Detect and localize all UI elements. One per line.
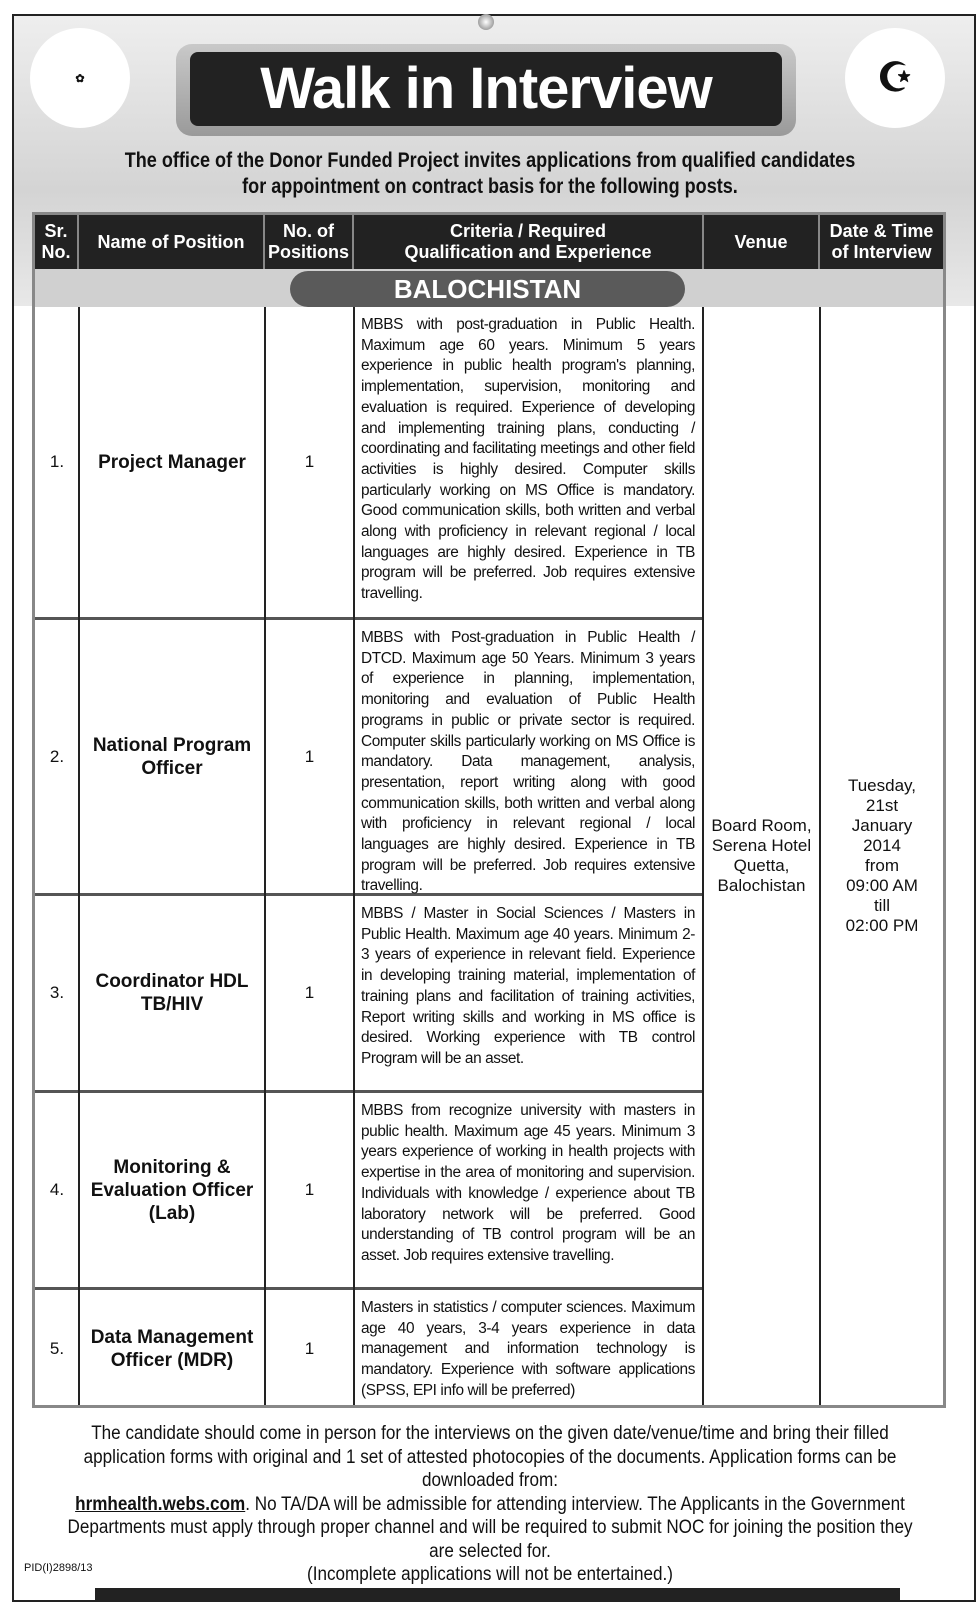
position-name: Project Manager (98, 451, 246, 473)
datetime-line: Tuesday, (847, 776, 917, 795)
datetime-line: 2014 (863, 836, 901, 855)
datetime-line: till (873, 896, 891, 915)
table-row (35, 307, 702, 620)
row-number: 4. (49, 1180, 65, 1199)
divider (264, 307, 266, 1405)
criteria-text: Masters in statistics / computer sciences. Maximum age 40 years, 3-4 years experience in data management and information technology is mandatory. Experience with software applications (SPSS, EPI info will be preferred) (361, 1299, 695, 1399)
position-name: Data Management Officer (MDR) (90, 1327, 254, 1371)
criteria-text: MBBS from recognize university with masters in public health. Maximum age 45 years. Minimum 3 years experience of working in health projects with expertise in the area of monitoring and supervision. Individuals with knowledge / experience about TB laboratory network will be preferred. Good understanding of TB control program will be an asset. Job requires extensive travelling. (361, 1102, 695, 1264)
download-link[interactable]: hrmhealth.webs.com (75, 1493, 246, 1515)
table-header (35, 215, 943, 269)
ornament (478, 14, 494, 30)
table-row (35, 896, 702, 1093)
col-datetime: Date & Time of Interview (829, 221, 934, 262)
page-title: Walk in Interview (190, 52, 782, 126)
col-count: No. of Positions (265, 215, 354, 269)
venue-line: Serena Hotel (711, 836, 812, 855)
table-row (35, 620, 702, 896)
row-number: 3. (49, 983, 65, 1002)
col-venue: Venue (704, 215, 820, 269)
col-criteria: Criteria / Required Qualification and Experience (354, 215, 704, 269)
divider (353, 307, 355, 1405)
table-row (35, 1093, 702, 1290)
criteria-text: MBBS / Master in Social Sciences / Masters in Public Health. Maximum age 40 years. Minimum 2-3 years of experience in relevant field. Experience in developing training material, implementation of training plans and facilitation of training activities, Report writing skills and working in MS office is desired. Working experience with TB control Program will be an asset. (361, 905, 695, 1067)
row-number: 2. (49, 746, 65, 766)
datetime-line: 21st (865, 796, 899, 815)
datetime-line: January (851, 816, 913, 835)
row-number: 1. (49, 452, 65, 471)
datetime-line: from (864, 856, 899, 875)
footer-text: The candidate should come in person for the interviews on the given date/venue/time and bring their filled application forms with original and 1 set of attested photocopies of the documents. Application forms can be downloaded from: hrmhealth.webs.com. No TA/DA will be admissible for attending interview. The Applicants in the Government Departments must apply through proper channel and will be required to submit NOC for joining the position they are selected for. (Incomplete applications will not be entertained.) (67, 1423, 913, 1585)
col-name: Name of Position (79, 215, 265, 269)
divider (78, 307, 80, 1405)
position-name: Coordinator HDL TB/HIV (95, 971, 249, 1015)
bottom-bar (95, 1588, 900, 1600)
position-count: 1 (304, 1180, 315, 1199)
criteria-text: MBBS with Post-graduation in Public Health / DTCD. Maximum age 50 Years. Minimum 3 years of experience in planning, implementation, monitoring and evaluation of Public Health programs in public or private sector is required. Computer skills particularly working on MS Office is mandatory. Data management, analysis, presentation, report writing along with good communication skills, both written and verbal along with proficiency in relevant regional / local languages are highly desired. Experience in TB program will be preferred. Job requires extensive travelling. (361, 629, 695, 895)
position-count: 1 (304, 746, 315, 766)
position-name: Monitoring & Evaluation Officer (Lab) (90, 1156, 254, 1224)
table-row (35, 1290, 702, 1408)
datetime-line: 09:00 AM (846, 876, 918, 895)
intro-text: The office of the Donor Funded Project invites applications from qualified candidates for appointment on contract basis for the following posts. (124, 149, 856, 198)
region-label: BALOCHISTAN (290, 271, 685, 307)
position-count: 1 (304, 983, 315, 1002)
venue-cell (704, 307, 819, 1405)
pakistan-emblem-logo: ☪ (845, 28, 945, 128)
position-name: National Program Officer (92, 734, 252, 779)
row-number: 5. (49, 1339, 65, 1358)
position-count: 1 (304, 452, 315, 471)
col-sr: Sr. No. (35, 215, 79, 269)
venue-line: Board Room, (711, 816, 812, 835)
positions-table (32, 212, 946, 1408)
venue-line: Quetta, (733, 856, 790, 875)
pid-number: PID(I)2898/13 (24, 1562, 93, 1574)
together-logo: ✿ (30, 28, 130, 128)
datetime-cell (821, 307, 943, 1405)
criteria-text: MBBS with post-graduation in Public Health. Maximum age 60 years. Minimum 5 years experience in public health program's planning, implementation, supervision, monitoring and evaluation is required. Experience of developing and implementing training plans, conducting / coordinating and facilitating meetings and other field activities is highly desired. Computer skills particularly working on MS Office is mandatory. Good communication skills, both written and verbal along with proficiency in relevant regional / local languages are highly desired. Experience in TB program will be preferred. Job requires extensive travelling. (361, 316, 695, 603)
venue-line: Balochistan (717, 876, 806, 895)
datetime-line: 02:00 PM (845, 916, 919, 935)
position-count: 1 (304, 1339, 315, 1358)
